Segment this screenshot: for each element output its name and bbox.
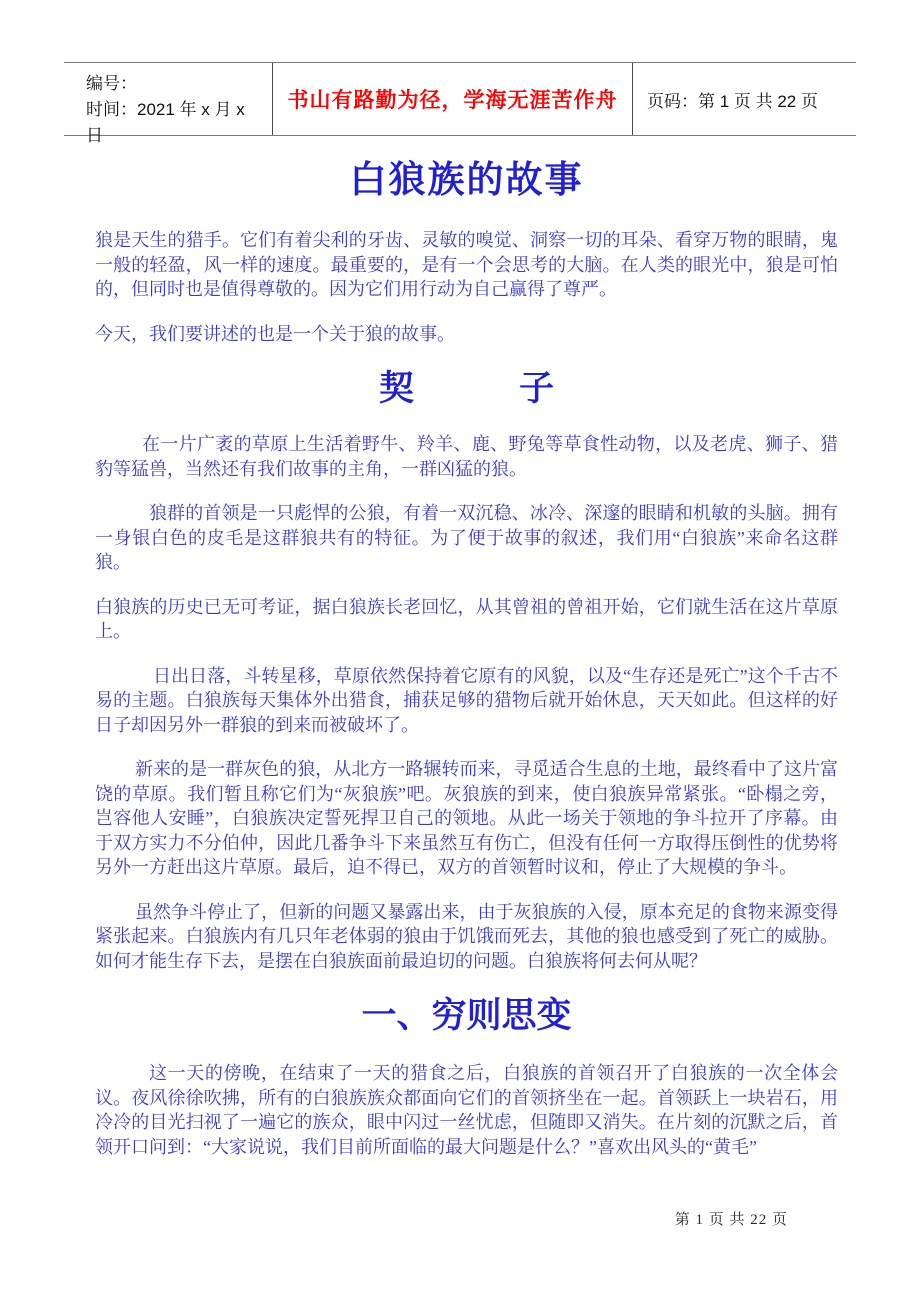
paragraph-grey-wolves: 新来的是一群灰色的狼，从北方一路辗转而来，寻觅适合生息的土地，最终看中了这片富饶的草原。我们暂且称它们为“灰狼族”吧。灰狼族的到来，使白狼族异常紧张。“卧榻之旁，岂容他人安睡”，白狼族决定誓死捍卫自己的领地。从此一场关于领地的争斗拉开了序幕。由于双方实力不分伯仲，因此几番争斗下来虽然互有伤亡，但没有任何一方取得压倒性的优势将另外一方赶出这片草原。最后，迫不得已，双方的首领暂时议和，停止了大规模的争斗。 — [95, 759, 838, 877]
motto-text: 书山有路勤为径，学海无涯苦作舟 — [287, 88, 618, 112]
doc-number-label: 编号： — [86, 74, 137, 93]
page-number-label: 页码：第 1 页 共 22 页 — [647, 91, 818, 111]
paragraph-today-story: 今天，我们要讲述的也是一个关于狼的故事。 — [95, 323, 455, 344]
header-motto-cell — [272, 63, 633, 135]
paragraph-history: 白狼族的历史已无可考证，据白狼族长老回忆，从其曾祖的曾祖开始，它们就生活在这片草原上。 — [95, 596, 838, 641]
paragraph-food-crisis: 虽然争斗停止了，但新的问题又暴露出来，由于灰狼族的入侵，原本充足的食物来源变得紧张起来。白狼族内有几只年老体弱的狼由于饥饿而死去，其他的狼也感受到了死亡的威胁。如何才能生存下去，是摆在白狼族面前最迫切的问题。白狼族将何去何从呢？ — [95, 901, 838, 971]
chapter-one-heading: 一、穷则思变 — [361, 996, 572, 1035]
paragraph-daily-life: 日出日落，斗转星移，草原依然保持着它原有的风貌，以及“生存还是死亡”这个千古不易的主题。白狼族每天集体外出猎食，捕获足够的猎物后就开始休息，天天如此。但这样的好日子却因另外一群狼的到来而被破坏了。 — [95, 665, 838, 735]
page-header-table — [64, 62, 856, 145]
doc-date-label: 时间：2021 年 x 月 x 日 — [86, 100, 245, 145]
document-title: 白狼族的故事 — [349, 160, 584, 201]
header-page-cell — [633, 63, 856, 135]
paragraph-grassland: 在一片广袤的草原上生活着野牛、羚羊、鹿、野兔等草食性动物，以及老虎、狮子、猎豹等猛兽，当然还有我们故事的主角，一群凶猛的狼。 — [95, 434, 838, 479]
document-body — [95, 136, 838, 1159]
paragraph-wolves-intro: 狼是天生的猎手。它们有着尖利的牙齿、灵敏的嗅觉、洞察一切的耳朵、看穿万物的眼睛，鬼一般的轻盈，风一样的速度。最重要的，是有一个会思考的大脑。在人类的眼光中，狼是可怕的，但同时也是值得尊敬的。因为它们用行动为自己赢得了尊严。 — [95, 230, 838, 299]
page-footer — [675, 1208, 788, 1229]
footer-page-info: 第 1 页 共 22 页 — [674, 1212, 788, 1228]
paragraph-meeting: 这一天的傍晚，在结束了一天的猎食之后，白狼族的首领召开了白狼族的一次全体会议。夜风徐徐吹拂，所有的白狼族族众都面向它们的首领挤坐在一起。首领跃上一块岩石，用冷冷的目光扫视了一遍它的族众，眼中闪过一丝忧虑，但随即又消失。在片刻的沉默之后，首领开口问到：“大家说说，我们目前所面临的最大问题是什么？”喜欢出风头的“黄毛” — [95, 1063, 838, 1157]
header-meta-cell — [64, 63, 272, 145]
prologue-heading: 契 子 — [378, 369, 554, 408]
paragraph-pack-leader: 狼群的首领是一只彪悍的公狼，有着一双沉稳、冰冷、深邃的眼睛和机敏的头脑。拥有一身银白色的皮毛是这群狼共有的特征。为了便于故事的叙述，我们用“白狼族”来命名这群狼。 — [95, 503, 838, 572]
